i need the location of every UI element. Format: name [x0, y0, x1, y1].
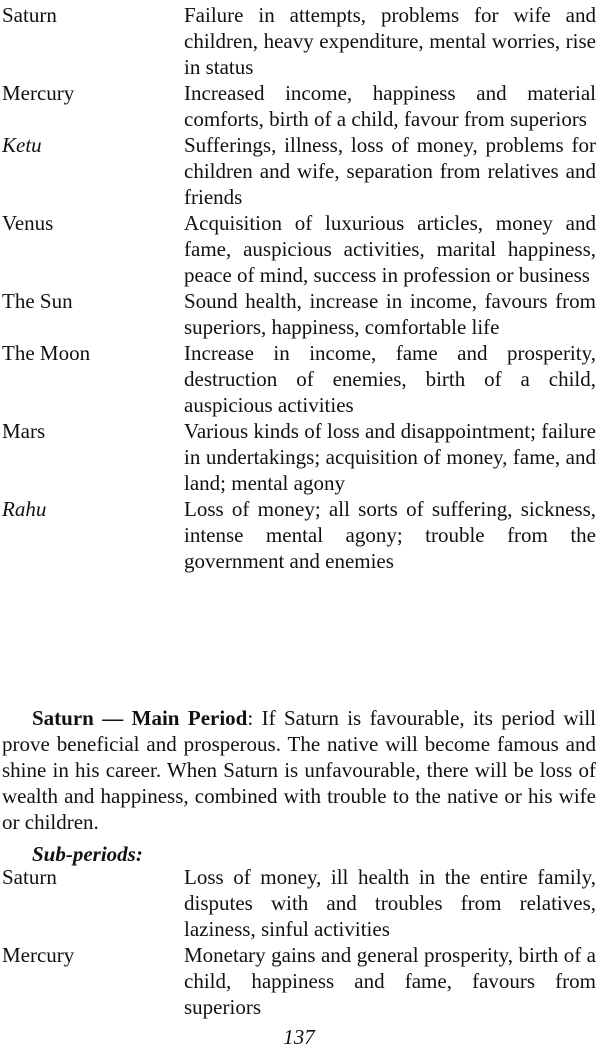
- table-row: [2, 496, 596, 574]
- page-number: 137: [283, 1025, 315, 1049]
- planet-effects: Monetary gains and general prosperity, birth of a child, happiness and fame, favours from superiors: [184, 943, 596, 1019]
- planet-name: Ketu: [2, 133, 42, 157]
- table-row: [2, 80, 596, 132]
- planet-effects: Increase in income, fame and prosperity, destruction of enemies, birth of a child, auspicious activities: [184, 341, 596, 417]
- table-row: [2, 210, 596, 288]
- planet-name: Rahu: [2, 497, 47, 521]
- planet-name: Mercury: [2, 81, 75, 105]
- table-row: [2, 132, 596, 210]
- table-row: [2, 2, 596, 80]
- planet-name: Saturn: [2, 3, 57, 27]
- planet-effects: Acquisition of luxurious articles, money and fame, auspicious activities, marital happiness, peace of mind, success in profession or business: [184, 211, 596, 287]
- planet-effects: Failure in attempts, problems for wife and children, heavy expenditure, mental worries, rise in status: [184, 3, 596, 79]
- planet-effects: Loss of money; all sorts of suffering, sickness, intense mental agony; trouble from the government and enemies: [184, 497, 596, 573]
- planet-effects: Loss of money, ill health in the entire family, disputes with and troubles from relatives, laziness, sinful activities: [184, 865, 596, 941]
- planet-name: The Moon: [2, 341, 91, 365]
- table-row: [2, 864, 596, 942]
- table-row: [2, 288, 596, 340]
- sub-period-table-2: [2, 864, 596, 1020]
- planet-name: The Sun: [2, 289, 73, 313]
- main-period-paragraph: [2, 705, 596, 835]
- main-period-heading: Saturn — Main Period: [32, 706, 248, 730]
- sub-period-table-1: [2, 2, 596, 574]
- sub-periods-heading: Sub-periods:: [32, 842, 143, 866]
- planet-effects: Various kinds of loss and disappointment; failure in undertakings; acquisition of money, fame, and land; mental agony: [184, 419, 596, 495]
- planet-effects: Increased income, happiness and material comforts, birth of a child, favour from superiors: [184, 81, 596, 131]
- planet-name: Venus: [2, 211, 54, 235]
- planet-effects: Sound health, increase in income, favours from superiors, happiness, comfortable life: [184, 289, 596, 339]
- table-row: [2, 418, 596, 496]
- table-row: [2, 340, 596, 418]
- table-row: [2, 942, 596, 1020]
- planet-name: Mercury: [2, 943, 75, 967]
- main-period-text: : If Saturn is favourable, its period will prove beneficial and prosperous. The native will become famous and shine in his career. When Saturn is unfavourable, there will be loss of wealth and happiness, combined with trouble to the native or his wife or children.: [2, 706, 597, 834]
- planet-name: Saturn: [2, 865, 57, 889]
- planet-effects: Sufferings, illness, loss of money, problems for children and wife, separation from relatives and friends: [184, 133, 596, 209]
- planet-name: Mars: [2, 419, 46, 443]
